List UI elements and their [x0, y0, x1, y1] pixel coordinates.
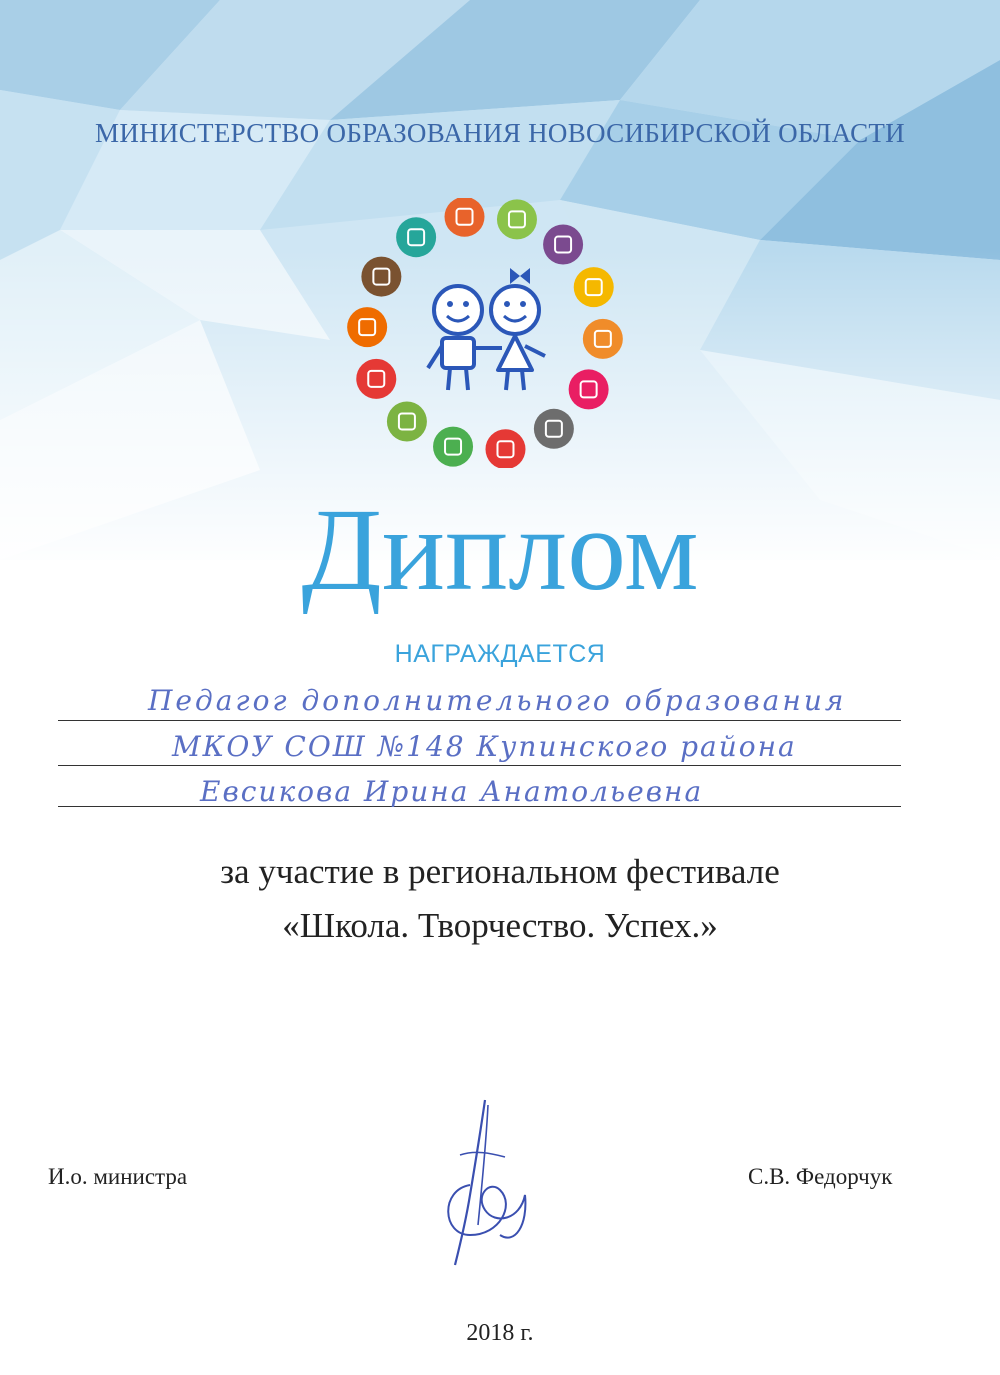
tickets-icon: [433, 427, 473, 467]
issue-year: 2018 г.: [466, 1320, 534, 1346]
recipient-school: МКОУ СОШ №148 Купинского района: [172, 730, 797, 763]
signatory-name: С.В. Федорчук: [748, 1164, 893, 1189]
signatory-position: И.о. министра: [48, 1164, 188, 1189]
diploma-title: Диплом: [301, 484, 699, 615]
handwritten-signature: [430, 1095, 540, 1270]
basketball-icon: [347, 307, 387, 347]
building-blocks-icon: [574, 267, 614, 307]
fill-line-1: [58, 720, 901, 721]
slide-icon: [396, 217, 436, 257]
abacus-icon: [445, 198, 485, 237]
pyramid-toy-icon: [543, 225, 583, 265]
ministry-header: МИНИСТЕРСТВО ОБРАЗОВАНИЯ НОВОСИБИРСКОЙ ОБЛАСТИ: [95, 118, 905, 148]
awarded-label: НАГРАЖДАЕТСЯ: [394, 640, 606, 668]
award-reason-line-1: за участие в региональном фестивале: [220, 852, 780, 891]
jump-rope-icon: [356, 359, 396, 399]
award-reason: [0, 848, 1000, 950]
fill-line-2: [58, 765, 901, 766]
toy-train-icon: [485, 429, 525, 468]
pencil-icon: [583, 319, 623, 359]
recipient-position: Педагог дополнительного образования: [148, 684, 847, 717]
recipient-name: Евсикова Ирина Анатольевна: [200, 775, 704, 808]
open-book-icon: [534, 409, 574, 449]
puzzle-icon: [361, 257, 401, 297]
kids-emblem-logo: [340, 198, 630, 468]
children-figures: [428, 268, 545, 390]
award-reason-line-2: «Школа. Творчество. Успех.»: [282, 906, 718, 945]
paper-plane-icon: [387, 401, 427, 441]
hopscotch-icon: [569, 369, 609, 409]
abc-blocks-icon: [497, 199, 537, 239]
